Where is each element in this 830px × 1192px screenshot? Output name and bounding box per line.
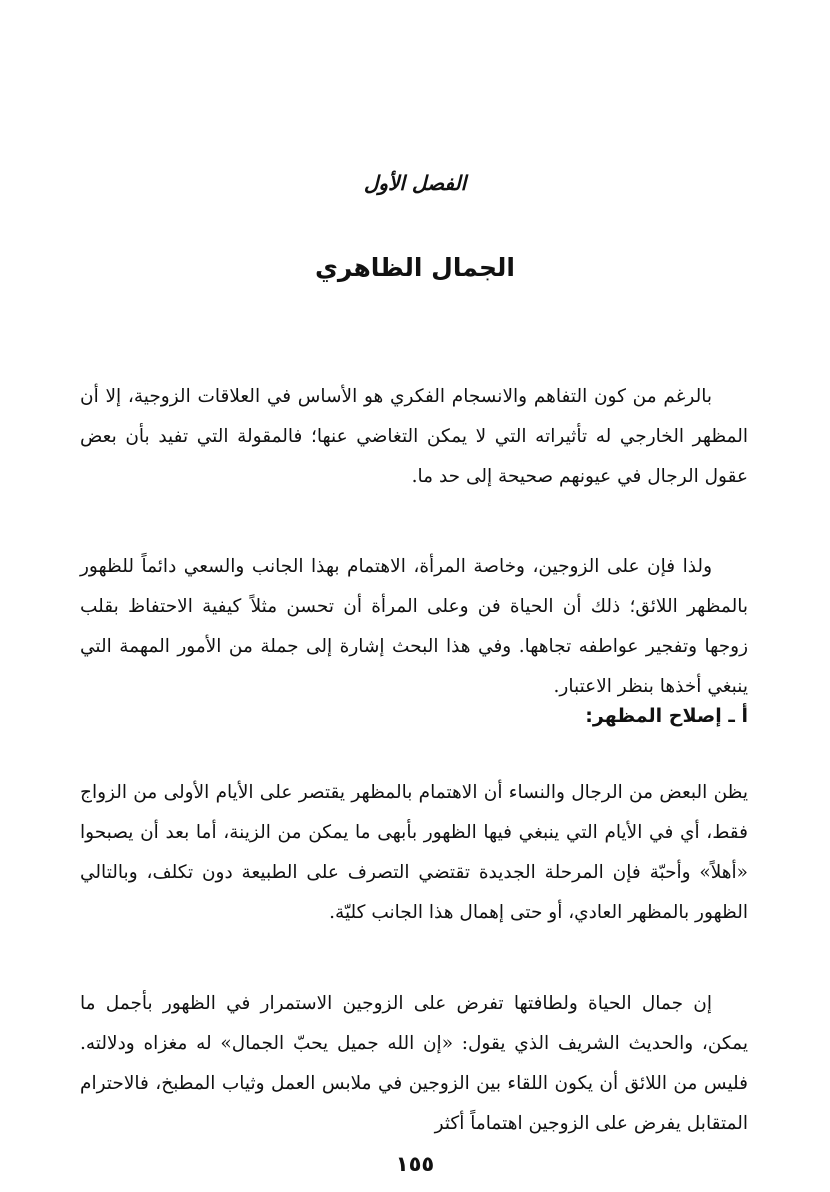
section-paragraph-2: إن جمال الحياة ولطافتها تفرض على الزوجين الاستمرار في الظهور بأجمل ما يمكن، والحديث الشريف الذي يقول: «إن الله جميل يحبّ الجمال» له مغزاه ودلالته. فليس من اللائق أن يكون اللقاء بين الزوجين في ملابس العمل وثياب المطبخ، فالاحترام المتقابل يفرض على الزوجين اهتماماً أكثر (80, 992, 748, 1134)
second-paragraph: ولذا فإن على الزوجين، وخاصة المرأة، الاهتمام بهذا الجانب والسعي دائماً للظهور بالمظهر اللائق؛ ذلك أن الحياة فن وعلى المرأة أن تحسن مثلاً كيفية الاحتفاظ بقلب زوجها وتفجير عواطفه تجاهها. وفي هذا البحث إشارة إلى جملة من الأمور المهمة التي ينبغي أخذها بنظر الاعتبار. (80, 555, 748, 697)
section-heading: أ ـ إصلاح المظهر: (585, 705, 748, 727)
page-number: ١٥٥ (395, 1152, 435, 1176)
chapter-label: الفصل الأول (363, 171, 467, 195)
section-paragraph-1: يظن البعض من الرجال والنساء أن الاهتمام بالمظهر يقتصر على الأيام الأولى من الزواج فقط، أي في الأيام التي ينبغي فيها الظهور بأبهى ما يمكن من الزينة، أما بعد أن يصبحوا «أهلاً» وأحبّة فإن المرحلة الجديدة تقتضي التصرف على الطبيعة دون تكلف، وبالتالي الظهور بالمظهر العادي، أو حتى إهمال هذا الجانب كليّة. (80, 781, 748, 923)
chapter-title: الجمال الظاهري (314, 253, 515, 282)
intro-paragraph: بالرغم من كون التفاهم والانسجام الفكري هو الأساس في العلاقات الزوجية، إلا أن المظهر الخارجي له تأثيراته التي لا يمكن التغاضي عنها؛ فالمقولة التي تفيد بأن بعض عقول الرجال في عيونهم صحيحة إلى حد ما. (80, 385, 748, 487)
